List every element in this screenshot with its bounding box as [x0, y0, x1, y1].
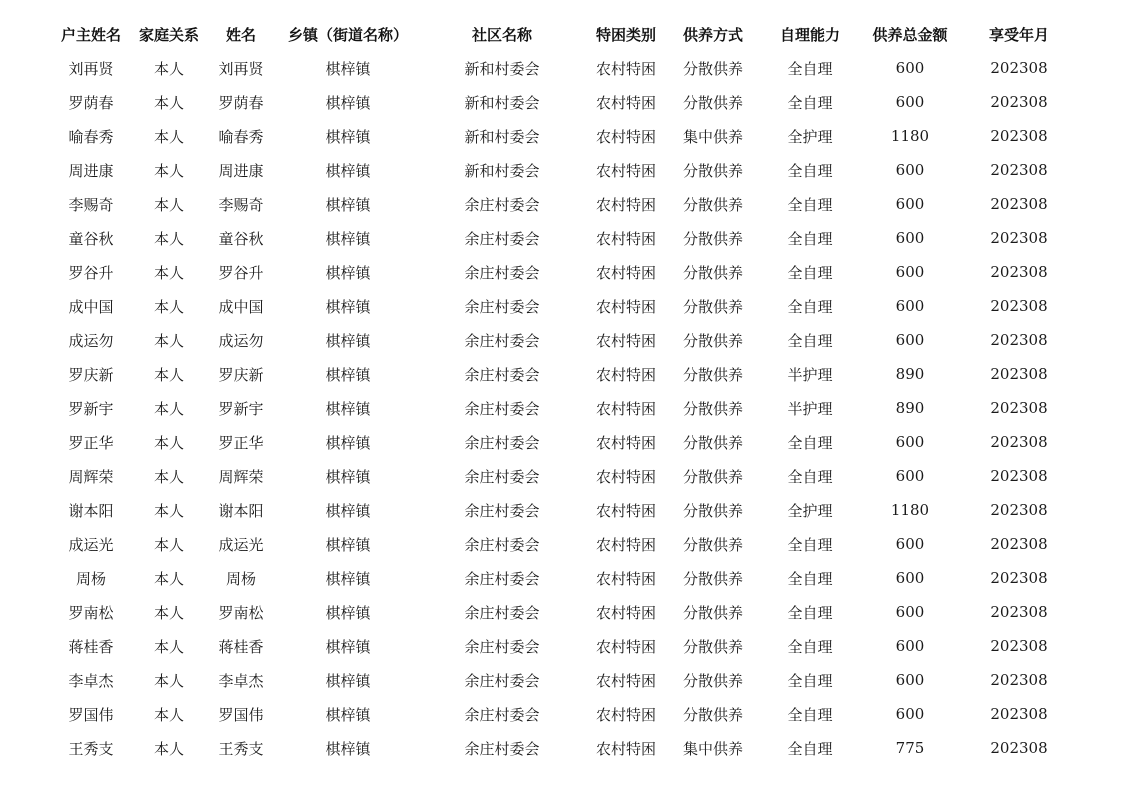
cell-name: 成运勿 [218, 331, 264, 350]
col-header-community: 社区名称 [471, 25, 532, 44]
cell-family-relation: 本人 [153, 365, 184, 384]
cell-township: 棋梓镇 [325, 127, 371, 146]
cell-township: 棋梓镇 [325, 433, 371, 452]
cell-total-amount: 600 [895, 671, 925, 689]
cell-name: 罗正华 [218, 433, 264, 452]
cell-family-relation: 本人 [153, 263, 184, 282]
col-header-year-month: 享受年月 [988, 25, 1049, 44]
cell-total-amount: 890 [895, 365, 925, 383]
cell-year-month: 202308 [990, 365, 1048, 383]
cell-year-month: 202308 [990, 637, 1048, 655]
cell-householder-name: 周杨 [75, 569, 106, 588]
cell-total-amount: 600 [895, 263, 925, 281]
cell-householder-name: 周辉荣 [68, 467, 114, 486]
cell-year-month: 202308 [990, 501, 1048, 519]
cell-category: 农村特困 [595, 59, 656, 78]
cell-self-care: 全护理 [787, 501, 833, 520]
cell-year-month: 202308 [990, 263, 1048, 281]
cell-householder-name: 罗庆新 [68, 365, 114, 384]
cell-category: 农村特困 [595, 161, 656, 180]
cell-community: 余庄村委会 [464, 705, 540, 724]
cell-township: 棋梓镇 [325, 263, 371, 282]
cell-township: 棋梓镇 [325, 569, 371, 588]
cell-year-month: 202308 [990, 195, 1048, 213]
cell-community: 新和村委会 [464, 161, 540, 180]
cell-support-mode: 分散供养 [682, 195, 743, 214]
cell-community: 余庄村委会 [464, 739, 540, 758]
cell-name: 蒋桂香 [218, 637, 264, 656]
cell-community: 新和村委会 [464, 59, 540, 78]
cell-total-amount: 600 [895, 195, 925, 213]
cell-community: 余庄村委会 [464, 365, 540, 384]
cell-name: 王秀支 [218, 739, 264, 758]
cell-township: 棋梓镇 [325, 59, 371, 78]
cell-self-care: 全自理 [787, 467, 833, 486]
cell-family-relation: 本人 [153, 93, 184, 112]
cell-householder-name: 罗新宇 [68, 399, 114, 418]
cell-township: 棋梓镇 [325, 535, 371, 554]
cell-self-care: 全自理 [787, 569, 833, 588]
cell-support-mode: 分散供养 [682, 603, 743, 622]
cell-community: 余庄村委会 [464, 331, 540, 350]
cell-category: 农村特困 [595, 331, 656, 350]
cell-category: 农村特困 [595, 195, 656, 214]
cell-community: 余庄村委会 [464, 297, 540, 316]
cell-self-care: 全自理 [787, 93, 833, 112]
cell-householder-name: 罗谷升 [68, 263, 114, 282]
cell-name: 喻春秀 [218, 127, 264, 146]
cell-support-mode: 分散供养 [682, 365, 743, 384]
cell-self-care: 全自理 [787, 59, 833, 78]
col-header-total-amount: 供养总金额 [872, 25, 948, 44]
cell-community: 余庄村委会 [464, 569, 540, 588]
table-row [48, 595, 1078, 629]
cell-support-mode: 集中供养 [682, 739, 743, 758]
cell-township: 棋梓镇 [325, 297, 371, 316]
cell-community: 余庄村委会 [464, 603, 540, 622]
col-header-self-care: 自理能力 [779, 25, 840, 44]
cell-community: 余庄村委会 [464, 467, 540, 486]
table-row [48, 493, 1078, 527]
cell-total-amount: 890 [895, 399, 925, 417]
cell-family-relation: 本人 [153, 195, 184, 214]
cell-name: 刘再贤 [218, 59, 264, 78]
cell-township: 棋梓镇 [325, 705, 371, 724]
cell-total-amount: 600 [895, 229, 925, 247]
cell-township: 棋梓镇 [325, 399, 371, 418]
cell-family-relation: 本人 [153, 535, 184, 554]
cell-householder-name: 罗荫春 [68, 93, 114, 112]
cell-township: 棋梓镇 [325, 229, 371, 248]
cell-total-amount: 600 [895, 603, 925, 621]
col-header-householder-name: 户主姓名 [60, 25, 121, 44]
col-header-category: 特困类别 [595, 25, 656, 44]
cell-category: 农村特困 [595, 705, 656, 724]
cell-community: 新和村委会 [464, 93, 540, 112]
cell-support-mode: 分散供养 [682, 297, 743, 316]
col-header-family-relation: 家庭关系 [138, 25, 199, 44]
cell-year-month: 202308 [990, 59, 1048, 77]
cell-name: 罗南松 [218, 603, 264, 622]
col-header-name: 姓名 [225, 25, 256, 44]
cell-family-relation: 本人 [153, 297, 184, 316]
cell-total-amount: 600 [895, 93, 925, 111]
cell-family-relation: 本人 [153, 467, 184, 486]
cell-self-care: 全自理 [787, 433, 833, 452]
cell-householder-name: 谢本阳 [68, 501, 114, 520]
cell-family-relation: 本人 [153, 739, 184, 758]
relief-roster-table [48, 17, 1078, 765]
table-row [48, 561, 1078, 595]
cell-name: 李卓杰 [218, 671, 264, 690]
cell-self-care: 全自理 [787, 229, 833, 248]
cell-support-mode: 分散供养 [682, 569, 743, 588]
table-row [48, 629, 1078, 663]
cell-family-relation: 本人 [153, 433, 184, 452]
cell-total-amount: 775 [895, 739, 925, 757]
cell-family-relation: 本人 [153, 331, 184, 350]
cell-householder-name: 李卓杰 [68, 671, 114, 690]
table-row [48, 357, 1078, 391]
cell-householder-name: 刘再贤 [68, 59, 114, 78]
cell-name: 谢本阳 [218, 501, 264, 520]
cell-family-relation: 本人 [153, 569, 184, 588]
cell-support-mode: 分散供养 [682, 433, 743, 452]
cell-category: 农村特困 [595, 399, 656, 418]
cell-self-care: 半护理 [787, 399, 833, 418]
cell-householder-name: 王秀支 [68, 739, 114, 758]
cell-year-month: 202308 [990, 467, 1048, 485]
cell-family-relation: 本人 [153, 229, 184, 248]
cell-support-mode: 分散供养 [682, 59, 743, 78]
cell-family-relation: 本人 [153, 59, 184, 78]
table-row [48, 527, 1078, 561]
table-row [48, 663, 1078, 697]
cell-name: 周进康 [218, 161, 264, 180]
table-row [48, 459, 1078, 493]
cell-township: 棋梓镇 [325, 467, 371, 486]
cell-category: 农村特困 [595, 739, 656, 758]
table-row [48, 391, 1078, 425]
cell-year-month: 202308 [990, 569, 1048, 587]
cell-year-month: 202308 [990, 433, 1048, 451]
cell-category: 农村特困 [595, 637, 656, 656]
table-row [48, 187, 1078, 221]
cell-householder-name: 罗国伟 [68, 705, 114, 724]
cell-year-month: 202308 [990, 671, 1048, 689]
cell-support-mode: 分散供养 [682, 637, 743, 656]
cell-township: 棋梓镇 [325, 161, 371, 180]
cell-self-care: 全自理 [787, 705, 833, 724]
cell-township: 棋梓镇 [325, 365, 371, 384]
cell-community: 新和村委会 [464, 127, 540, 146]
col-header-support-mode: 供养方式 [682, 25, 743, 44]
cell-householder-name: 成中国 [68, 297, 114, 316]
cell-name: 罗荫春 [218, 93, 264, 112]
cell-category: 农村特困 [595, 127, 656, 146]
cell-householder-name: 成运光 [68, 535, 114, 554]
cell-householder-name: 童谷秋 [68, 229, 114, 248]
cell-support-mode: 分散供养 [682, 331, 743, 350]
cell-category: 农村特困 [595, 467, 656, 486]
cell-total-amount: 600 [895, 637, 925, 655]
cell-family-relation: 本人 [153, 705, 184, 724]
cell-support-mode: 分散供养 [682, 501, 743, 520]
table-row [48, 153, 1078, 187]
cell-support-mode: 分散供养 [682, 705, 743, 724]
cell-year-month: 202308 [990, 127, 1048, 145]
cell-self-care: 全自理 [787, 195, 833, 214]
cell-total-amount: 600 [895, 297, 925, 315]
cell-total-amount: 600 [895, 569, 925, 587]
table-row [48, 119, 1078, 153]
table-row [48, 51, 1078, 85]
cell-householder-name: 罗南松 [68, 603, 114, 622]
table-row [48, 255, 1078, 289]
cell-support-mode: 分散供养 [682, 229, 743, 248]
cell-community: 余庄村委会 [464, 671, 540, 690]
table-row [48, 85, 1078, 119]
cell-householder-name: 成运勿 [68, 331, 114, 350]
table-row [48, 697, 1078, 731]
cell-name: 李赐奇 [218, 195, 264, 214]
cell-township: 棋梓镇 [325, 637, 371, 656]
cell-total-amount: 600 [895, 331, 925, 349]
cell-year-month: 202308 [990, 705, 1048, 723]
cell-category: 农村特困 [595, 229, 656, 248]
cell-name: 罗国伟 [218, 705, 264, 724]
cell-year-month: 202308 [990, 297, 1048, 315]
cell-category: 农村特困 [595, 93, 656, 112]
cell-self-care: 全自理 [787, 161, 833, 180]
cell-householder-name: 喻春秀 [68, 127, 114, 146]
cell-total-amount: 1180 [890, 127, 930, 145]
cell-family-relation: 本人 [153, 161, 184, 180]
table-row [48, 221, 1078, 255]
cell-community: 余庄村委会 [464, 433, 540, 452]
cell-community: 余庄村委会 [464, 229, 540, 248]
table-body [48, 51, 1078, 765]
cell-township: 棋梓镇 [325, 671, 371, 690]
cell-category: 农村特困 [595, 297, 656, 316]
cell-total-amount: 600 [895, 59, 925, 77]
cell-name: 罗庆新 [218, 365, 264, 384]
cell-family-relation: 本人 [153, 603, 184, 622]
cell-community: 余庄村委会 [464, 535, 540, 554]
cell-year-month: 202308 [990, 93, 1048, 111]
table-row [48, 425, 1078, 459]
cell-community: 余庄村委会 [464, 399, 540, 418]
cell-total-amount: 600 [895, 467, 925, 485]
cell-community: 余庄村委会 [464, 501, 540, 520]
cell-self-care: 全自理 [787, 637, 833, 656]
cell-category: 农村特困 [595, 603, 656, 622]
cell-self-care: 全护理 [787, 127, 833, 146]
cell-township: 棋梓镇 [325, 501, 371, 520]
cell-self-care: 全自理 [787, 671, 833, 690]
cell-name: 罗谷升 [218, 263, 264, 282]
cell-family-relation: 本人 [153, 127, 184, 146]
cell-township: 棋梓镇 [325, 195, 371, 214]
cell-year-month: 202308 [990, 535, 1048, 553]
cell-householder-name: 蒋桂香 [68, 637, 114, 656]
col-header-township: 乡镇（街道名称） [287, 25, 408, 44]
cell-self-care: 全自理 [787, 535, 833, 554]
cell-family-relation: 本人 [153, 671, 184, 690]
cell-support-mode: 分散供养 [682, 161, 743, 180]
cell-support-mode: 集中供养 [682, 127, 743, 146]
cell-name: 罗新宇 [218, 399, 264, 418]
header-row [48, 17, 1078, 51]
cell-year-month: 202308 [990, 229, 1048, 247]
cell-support-mode: 分散供养 [682, 263, 743, 282]
cell-self-care: 全自理 [787, 263, 833, 282]
cell-family-relation: 本人 [153, 501, 184, 520]
cell-category: 农村特困 [595, 433, 656, 452]
cell-year-month: 202308 [990, 739, 1048, 757]
cell-category: 农村特困 [595, 365, 656, 384]
cell-community: 余庄村委会 [464, 263, 540, 282]
cell-support-mode: 分散供养 [682, 399, 743, 418]
cell-township: 棋梓镇 [325, 331, 371, 350]
cell-name: 周杨 [225, 569, 256, 588]
cell-support-mode: 分散供养 [682, 535, 743, 554]
cell-community: 余庄村委会 [464, 195, 540, 214]
cell-category: 农村特困 [595, 263, 656, 282]
table-row [48, 289, 1078, 323]
cell-self-care: 全自理 [787, 331, 833, 350]
table-row [48, 731, 1078, 765]
cell-family-relation: 本人 [153, 399, 184, 418]
cell-name: 童谷秋 [218, 229, 264, 248]
cell-township: 棋梓镇 [325, 603, 371, 622]
table-row [48, 323, 1078, 357]
cell-total-amount: 1180 [890, 501, 930, 519]
cell-self-care: 全自理 [787, 297, 833, 316]
cell-name: 周辉荣 [218, 467, 264, 486]
cell-category: 农村特困 [595, 671, 656, 690]
cell-total-amount: 600 [895, 705, 925, 723]
cell-township: 棋梓镇 [325, 739, 371, 758]
cell-householder-name: 罗正华 [68, 433, 114, 452]
cell-support-mode: 分散供养 [682, 93, 743, 112]
cell-community: 余庄村委会 [464, 637, 540, 656]
cell-self-care: 全自理 [787, 603, 833, 622]
cell-householder-name: 李赐奇 [68, 195, 114, 214]
cell-category: 农村特困 [595, 569, 656, 588]
cell-township: 棋梓镇 [325, 93, 371, 112]
cell-year-month: 202308 [990, 161, 1048, 179]
cell-year-month: 202308 [990, 331, 1048, 349]
cell-total-amount: 600 [895, 161, 925, 179]
cell-name: 成中国 [218, 297, 264, 316]
cell-total-amount: 600 [895, 433, 925, 451]
cell-householder-name: 周进康 [68, 161, 114, 180]
cell-family-relation: 本人 [153, 637, 184, 656]
relief-roster-sheet [48, 17, 1078, 765]
cell-total-amount: 600 [895, 535, 925, 553]
cell-self-care: 半护理 [787, 365, 833, 384]
cell-category: 农村特困 [595, 501, 656, 520]
cell-support-mode: 分散供养 [682, 467, 743, 486]
cell-category: 农村特困 [595, 535, 656, 554]
cell-support-mode: 分散供养 [682, 671, 743, 690]
cell-year-month: 202308 [990, 399, 1048, 417]
cell-name: 成运光 [218, 535, 264, 554]
cell-self-care: 全自理 [787, 739, 833, 758]
cell-year-month: 202308 [990, 603, 1048, 621]
